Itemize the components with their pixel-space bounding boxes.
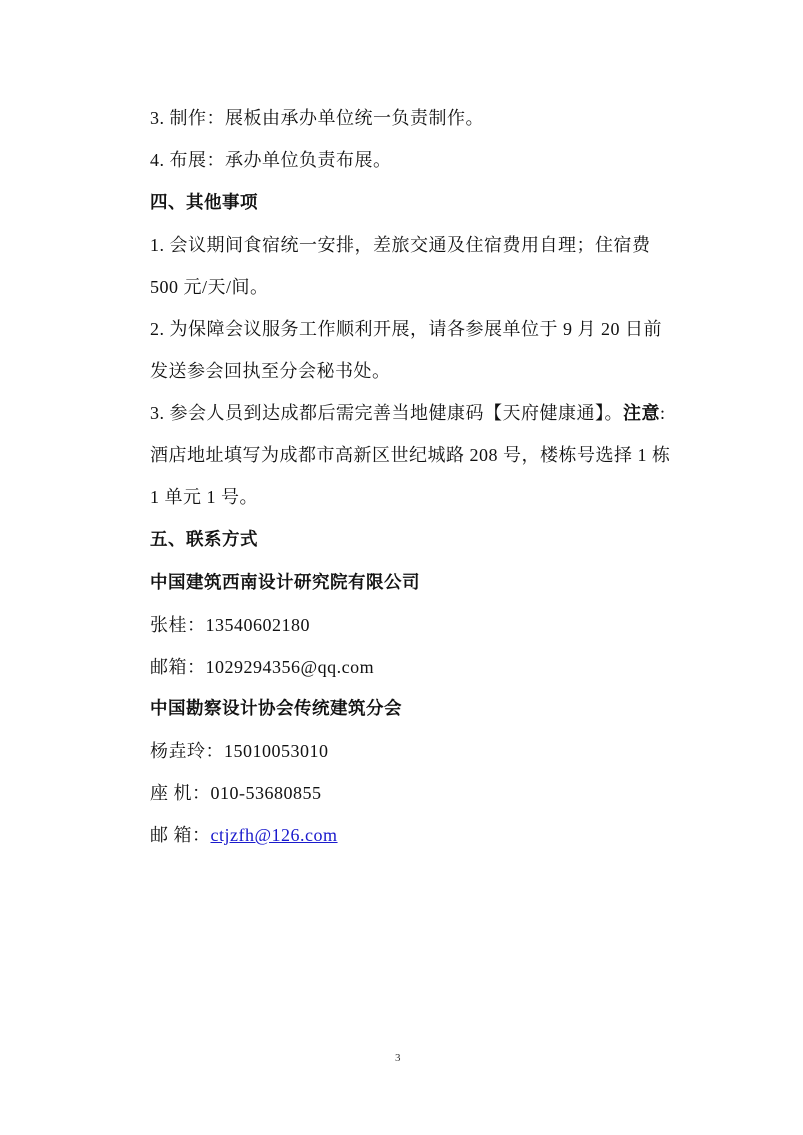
org1-email: 邮箱：1029294356@qq.com xyxy=(150,657,375,677)
org1-name: 中国建筑西南设计研究院有限公司 xyxy=(150,573,420,593)
section-heading-contact: 五、联系方式 xyxy=(150,530,258,550)
org2-name: 中国勘察设计协会传统建筑分会 xyxy=(150,699,402,719)
org2-email-label: 邮 箱： xyxy=(150,825,211,845)
org2-email xyxy=(150,823,338,847)
paragraph-accommodation-line2: 500 元/天/间。 xyxy=(150,277,269,297)
notice-colon: : xyxy=(660,403,666,423)
org2-landline: 座 机：010-53680855 xyxy=(150,783,322,803)
section-heading-other-matters: 四、其他事项 xyxy=(150,193,258,213)
org2-contact-phone: 杨垚玲：15010053010 xyxy=(150,741,329,761)
page-number: 3 xyxy=(395,1052,401,1064)
paragraph-health-code-line1 xyxy=(150,401,666,425)
item-production: 3. 制作：展板由承办单位统一负责制作。 xyxy=(150,108,484,128)
paragraph-health-code-line3: 1 单元 1 号。 xyxy=(150,487,258,507)
notice-label: 注意 xyxy=(623,403,660,423)
paragraph-health-code-line2: 酒店地址填写为成都市高新区世纪城路 208 号，楼栋号选择 1 栋 xyxy=(150,445,671,465)
org1-contact-phone: 张桂：13540602180 xyxy=(150,615,310,635)
paragraph-registration-line1: 2. 为保障会议服务工作顺利开展，请各参展单位于 9 月 20 日前 xyxy=(150,319,662,339)
email-link[interactable]: ctjzfh@126.com xyxy=(210,825,338,845)
item-exhibition-setup: 4. 布展：承办单位负责布展。 xyxy=(150,150,392,170)
health-code-text: 3. 参会人员到达成都后需完善当地健康码【天府健康通】。 xyxy=(150,403,623,423)
paragraph-registration-line2: 发送参会回执至分会秘书处。 xyxy=(150,361,391,381)
paragraph-accommodation-line1: 1. 会议期间食宿统一安排，差旅交通及住宿费用自理；住宿费 xyxy=(150,235,651,255)
